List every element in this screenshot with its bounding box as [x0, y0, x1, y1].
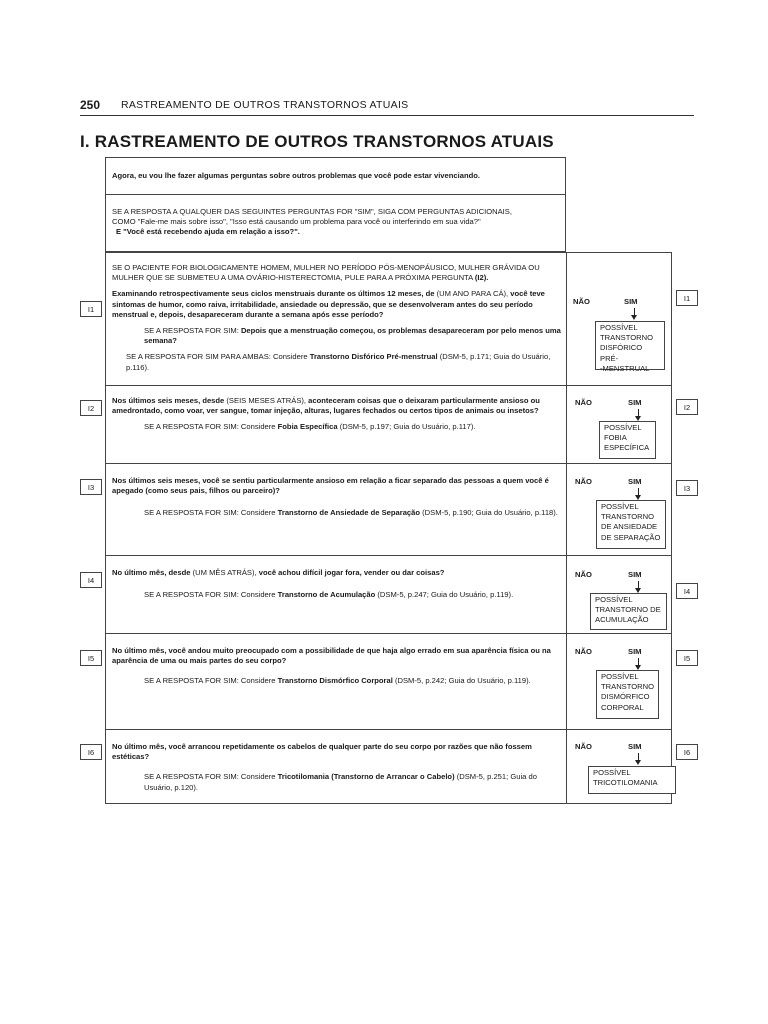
item-label-i4-left: I4	[80, 572, 102, 588]
i1-followup: SE A RESPOSTA FOR SIM: Depois que a menstruação começou, os problemas desapareceram por pelo menos uma semana?	[144, 326, 561, 346]
i4-nao-label: NÃO	[575, 570, 592, 579]
i5-question: No último mês, você andou muito preocupado com a possibilidade de que haja algo errado em sua aparência física ou na aparência de uma ou mais partes do seu corpo?	[112, 646, 551, 666]
page-number: 250	[80, 98, 101, 112]
i4-sim-label: SIM	[628, 570, 642, 579]
i1-sim-label: SIM	[624, 297, 638, 306]
i4-note: SE A RESPOSTA FOR SIM: Considere Transtorno de Acumulação (DSM-5, p.247; Guia do Usuário, p.119).	[144, 590, 514, 600]
section-title: I. RASTREAMENTO DE OUTROS TRANSTORNOS ATUAIS	[80, 132, 554, 151]
item-label-i6-right: I6	[676, 744, 698, 760]
i1-nao-label: NÃO	[573, 297, 590, 306]
i3-sim-label: SIM	[628, 477, 642, 486]
item-i4-block	[105, 555, 672, 634]
item-label-i1-right: I1	[676, 290, 698, 306]
i6-dx-box: POSSÍVEL TRICOTILOMANIA	[588, 766, 676, 794]
i3-nao-label: NÃO	[575, 477, 592, 486]
i3-question: Nos últimos seis meses, você se sentiu particularmente ansioso em relação a ficar separado das pessoas a quem você é apegado (como seus pais, filhos ou parceiro)?	[112, 476, 549, 496]
i1-skip-instruction: SE O PACIENTE FOR BIOLOGICAMENTE HOMEM, MULHER NO PERÍODO PÓS-MENOPÁUSICO, MULHER GRÁVIDA OU MULHER QUE SE SUBMETEU A UMA OVÁRIO-HISTERECTOMIA, PULE PARA A PRÓXIMA PERGUNTA (I2).	[112, 263, 540, 283]
instructions-line-1: SE A RESPOSTA A QUALQUER DAS SEGUINTES PERGUNTAS FOR "SIM", SIGA COM PERGUNTAS ADICIONAIS,	[112, 207, 512, 216]
i3-dx-box: POSSÍVEL TRANSTORNO DE ANSIEDADE DE SEPARAÇÃO	[596, 500, 666, 549]
i2-nao-label: NÃO	[575, 398, 592, 407]
instructions-line-3: E "Você está recebendo ajuda em relação a isso?".	[116, 227, 300, 237]
item-label-i1-left: I1	[80, 301, 102, 317]
item-label-i6-left: I6	[80, 744, 102, 760]
instructions-box	[105, 194, 566, 252]
i5-nao-label: NÃO	[575, 647, 592, 656]
item-i6-block	[105, 729, 672, 804]
i6-question: No último mês, você arrancou repetidamente os cabelos de qualquer parte do seu corpo por razões que não fossem estéticas?	[112, 742, 532, 762]
intro-box	[105, 157, 566, 195]
i1-arrowhead	[631, 315, 637, 320]
item-i2-block	[105, 385, 672, 464]
i6-nao-label: NÃO	[575, 742, 592, 751]
i5-note: SE A RESPOSTA FOR SIM: Considere Transtorno Dismórfico Corporal (DSM-5, p.242; Guia do Usuário, p.119).	[144, 676, 531, 686]
item-label-i5-left: I5	[80, 650, 102, 666]
i6-note: SE A RESPOSTA FOR SIM: Considere Tricotilomania (Transtorno de Arrancar o Cabelo) (DSM-5, p.251; Guia do Usuário, p.120).	[144, 772, 537, 792]
item-label-i4-right: I4	[676, 583, 698, 599]
i1-dx-box: POSSÍVEL TRANSTORNO DISFÓRICO PRÉ- -MENSTRUAL	[595, 321, 665, 370]
i6-arrowhead	[635, 760, 641, 765]
instructions-line-2: COMO "Fale-me mais sobre isso", "Isso está causando um problema para você ou interferindo em sua vida?"	[112, 217, 481, 227]
i2-question: Nos últimos seis meses, desde (SEIS MESES ATRÁS), aconteceram coisas que o deixaram particularmente ansioso ou amedrontado, como voar, ver sangue, tomar injeção, alturas, lugares fechados ou certos tipos de animais ou insetos?	[112, 396, 540, 416]
i4-dx-box: POSSÍVEL TRANSTORNO DE ACUMULAÇÃO	[590, 593, 667, 630]
i5-dx-box: POSSÍVEL TRANSTORNO DISMÓRFICO CORPORAL	[596, 670, 659, 719]
item-label-i5-right: I5	[676, 650, 698, 666]
item-label-i2-left: I2	[80, 400, 102, 416]
i1-note: SE A RESPOSTA FOR SIM PARA AMBAS: Considere Transtorno Disfórico Pré-menstrual (DSM-5, p.171; Guia do Usuário, p.116).	[126, 352, 551, 372]
i4-question: No último mês, desde (UM MÊS ATRÁS), você achou difícil jogar fora, vender ou dar coisas?	[112, 568, 445, 577]
i1-question: Examinando retrospectivamente seus ciclos menstruais durante os últimos 12 meses, de (UM ANO PARA CÁ), você teve sintomas de humor, como raiva, irritabilidade, ansiedade ou depressão, que se desenvolveram antes do seu período menstrual e, depois, desapareceram durante a semana após esse período?	[112, 289, 545, 319]
item-i1-block	[105, 252, 672, 386]
item-label-i3-left: I3	[80, 479, 102, 495]
i6-sim-label: SIM	[628, 742, 642, 751]
header-rule	[80, 115, 694, 116]
i2-note: SE A RESPOSTA FOR SIM: Considere Fobia Específica (DSM-5, p.197; Guia do Usuário, p.117).	[144, 422, 476, 432]
running-title: RASTREAMENTO DE OUTROS TRANSTORNOS ATUAIS	[121, 99, 409, 111]
intro-text: Agora, eu vou lhe fazer algumas perguntas sobre outros problemas que você pode estar vivenciando.	[112, 171, 480, 180]
i2-sim-label: SIM	[628, 398, 642, 407]
item-label-i3-right: I3	[676, 480, 698, 496]
i2-dx-box: POSSÍVEL FOBIA ESPECÍFICA	[599, 421, 656, 459]
i5-sim-label: SIM	[628, 647, 642, 656]
item-label-i2-right: I2	[676, 399, 698, 415]
i3-note: SE A RESPOSTA FOR SIM: Considere Transtorno de Ansiedade de Separação (DSM-5, p.190; Guia do Usuário, p.118).	[144, 508, 558, 518]
